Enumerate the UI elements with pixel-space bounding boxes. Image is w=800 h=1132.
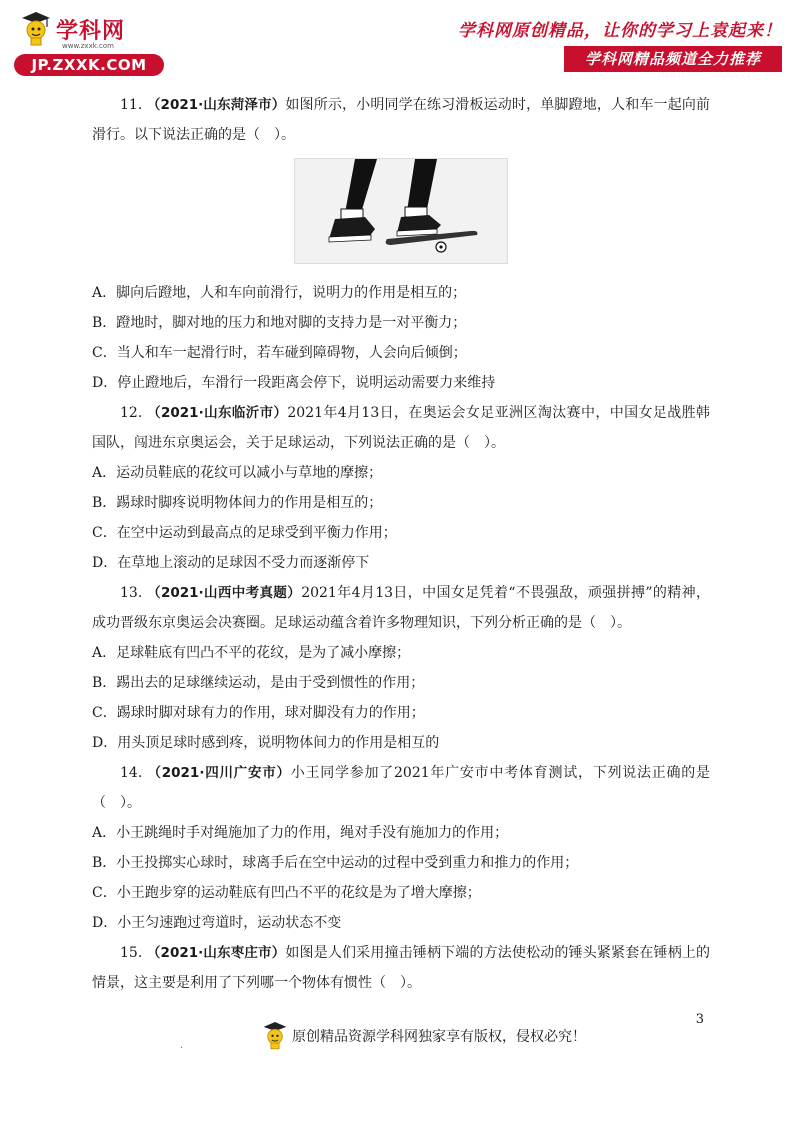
option-a: A．运动员鞋底的花纹可以减小与草地的摩擦； [92, 465, 383, 481]
logo-url-badge: JP.ZXXK.COM [14, 54, 164, 76]
logo-domain: www.zxxk.com [62, 42, 114, 50]
question-15 [92, 938, 710, 998]
option-d: D．小王匀速跑过弯道时，运动状态不变 [92, 915, 342, 931]
mascot-icon [262, 1020, 288, 1050]
footer-dot: . [180, 1040, 184, 1051]
option-a: A．足球鞋底有凹凸不平的花纹，是为了减小摩擦； [92, 645, 411, 661]
option-b: B．蹬地时，脚对地的压力和地对脚的支持力是一对平衡力； [92, 315, 467, 331]
page-number: 3 [695, 1012, 704, 1027]
option-b: B．踢球时脚疼说明物体间力的作用是相互的； [92, 495, 383, 511]
question-number: 14. [120, 765, 143, 781]
question-text: 2021年4月13日，中国女足凭着“不畏强敌，顽强拼搏”的精神，成功晋级东京奥运会决赛圈。足球运动蕴含着许多物理知识，下列分析正确的是（ ）。 [92, 585, 710, 631]
question-number: 13. [120, 585, 143, 601]
channel-banner: 学科网精品频道全力推荐 [564, 46, 782, 72]
question-text: 2021年4月13日，在奥运会女足亚洲区淘汰赛中，中国女足战胜韩国队，闯进东京奥运会，关于足球运动，下列说法正确的是（ ）。 [92, 405, 711, 451]
option-b: B．小王投掷实心球时，球离手后在空中运动的过程中受到重力和推力的作用； [92, 855, 579, 871]
question-source: （2021·山东临沂市） [147, 405, 288, 421]
skateboard-figure [294, 158, 508, 264]
question-source: （2021·山东枣庄市） [146, 945, 286, 961]
option-c: C．小王跑步穿的运动鞋底有凹凸不平的花纹是为了增大摩擦； [92, 885, 481, 901]
option-b: B．踢出去的足球继续运动，是由于受到惯性的作用； [92, 675, 425, 691]
header-slogan: 学科网原创精品，让你的学习上袁起来！ [458, 21, 782, 41]
question-text: 小王同学参加了2021年广安市中考体育测试，下列说法正确的是（ ）。 [92, 765, 711, 811]
option-a: A．脚向后蹬地，人和车向前滑行，说明力的作用是相互的； [92, 285, 467, 301]
option-d: D．停止蹬地后，车滑行一段距离会停下，说明运动需要力来维持 [92, 375, 496, 391]
question-number: 12. [120, 405, 143, 421]
question-number: 15. [120, 945, 143, 961]
question-11 [92, 90, 710, 398]
question-12 [92, 398, 710, 578]
question-stem [92, 938, 710, 998]
option-c: C．在空中运动到最高点的足球受到平衡力作用； [92, 525, 397, 541]
copyright-notice: 原创精品资源学科网独家享有版权，侵权必究！ [292, 1029, 586, 1045]
logo-name: 学科网 [56, 19, 126, 44]
question-source: （2021·山东菏泽市） [146, 97, 286, 113]
option-d: D．在草地上滚动的足球因不受力而逐渐停下 [92, 555, 370, 571]
question-stem [92, 398, 710, 458]
question-text: 如图是人们采用撞击锤柄下端的方法使松动的锤头紧紧套在锤柄上的情景，这主要是利用了下列哪一个物体有惯性（ ）。 [92, 945, 711, 991]
question-stem [92, 90, 710, 150]
question-list [92, 90, 710, 998]
zxxk-logo[interactable] [14, 8, 164, 74]
page-header [0, 0, 800, 80]
question-text: 如图所示，小明同学在练习滑板运动时，单脚蹬地，人和车一起向前滑行。以下说法正确的是（ ）。 [92, 97, 711, 143]
question-stem [92, 758, 710, 818]
question-14 [92, 758, 710, 938]
question-source: （2021·四川广安市） [147, 765, 291, 781]
question-13 [92, 578, 710, 758]
option-a: A．小王跳绳时手对绳施加了力的作用，绳对手没有施加力的作用； [92, 825, 509, 841]
question-stem [92, 578, 710, 638]
option-c: C．当人和车一起滑行时，若车碰到障碍物，人会向后倾倒； [92, 345, 467, 361]
question-source: （2021·山西中考真题） [147, 585, 302, 601]
option-c: C．踢球时脚对球有力的作用，球对脚没有力的作用； [92, 705, 425, 721]
question-number: 11. [120, 97, 143, 113]
option-d: D．用头顶足球时感到疼，说明物体间力的作用是相互的 [92, 735, 440, 751]
page-footer [0, 1010, 800, 1070]
mascot-icon [20, 10, 52, 46]
